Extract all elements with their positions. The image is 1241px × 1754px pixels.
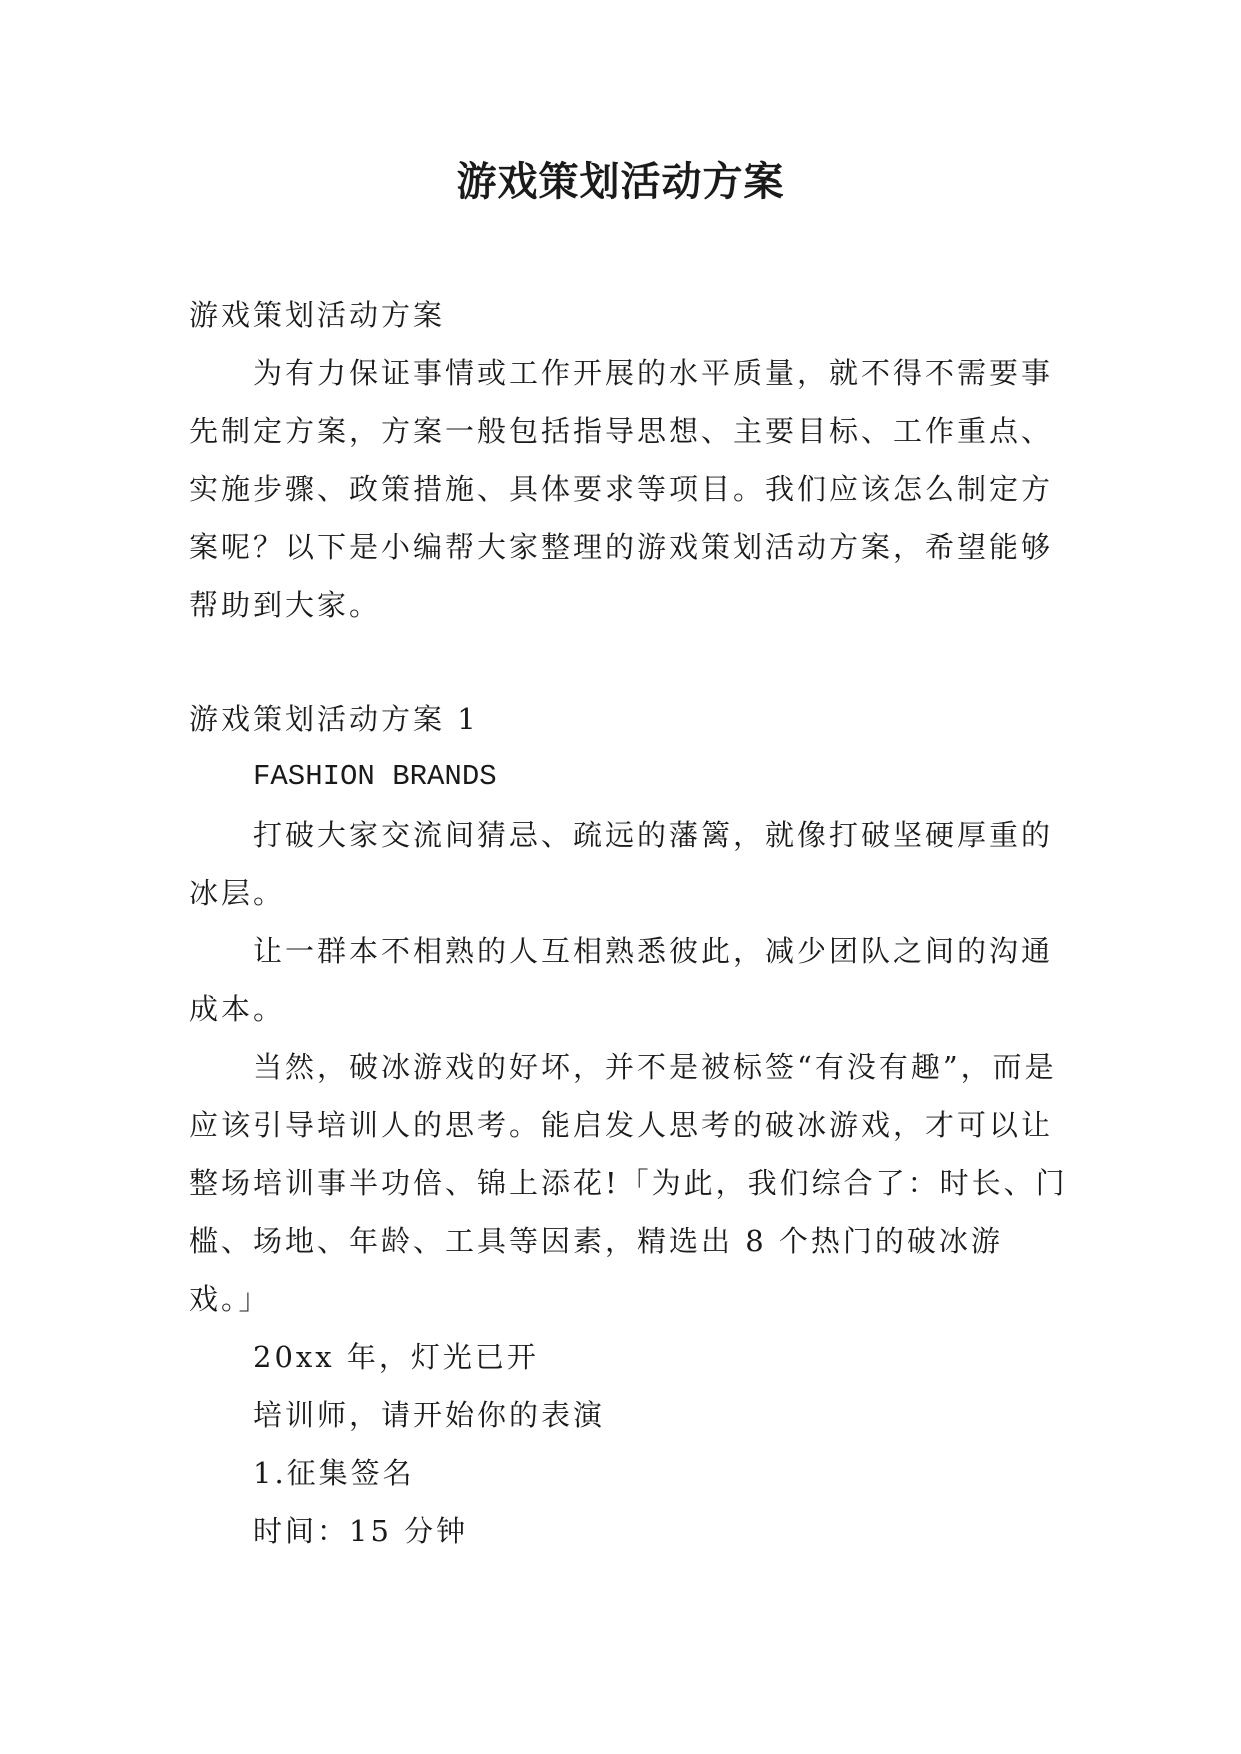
section-1-heading: 游戏策划活动方案 1 — [189, 702, 479, 736]
section-1-paragraph-5: 培训师，请开始你的表演 — [253, 1398, 606, 1432]
section-1-paragraph-3: 当然，破冰游戏的好坏，并不是被标签“有没有趣”，而是应该引导培训人的思考。能启发人思考的破冰游戏，才可以让整场培训事半功倍、锦上添花!「为此，我们综合了：时长、门槛、场地、年龄、工具等因素，精选出 8 个热门的破冰游戏。」 — [189, 1050, 1068, 1316]
intro-paragraph: 为有力保证事情或工作开展的水平质量，就不得不需要事先制定方案，方案一般包括指导思想、主要目标、工作重点、实施步骤、政策措施、具体要求等项目。我们应该怎么制定方案呢？以下是小编帮大家整理的游戏策划活动方案，希望能够帮助到大家。 — [189, 356, 1054, 622]
intro-block — [189, 286, 1069, 634]
section-1-time-line: 时间：15 分钟 — [253, 1514, 469, 1548]
section-1-block — [189, 690, 1069, 1560]
document-title: 游戏策划活动方案 — [456, 158, 785, 205]
section-1-list-item-1: 1.征集签名 — [253, 1456, 415, 1490]
brand-line: FASHION BRANDS — [253, 760, 497, 793]
intro-heading: 游戏策划活动方案 — [189, 298, 446, 332]
section-1-paragraph-4: 20xx 年，灯光已开 — [253, 1340, 539, 1374]
section-1-paragraph-2: 让一群本不相熟的人互相熟悉彼此，减少团队之间的沟通成本。 — [189, 934, 1054, 1026]
section-1-paragraph-1: 打破大家交流间猜忌、疏远的藩篱，就像打破坚硬厚重的冰层。 — [189, 818, 1054, 910]
